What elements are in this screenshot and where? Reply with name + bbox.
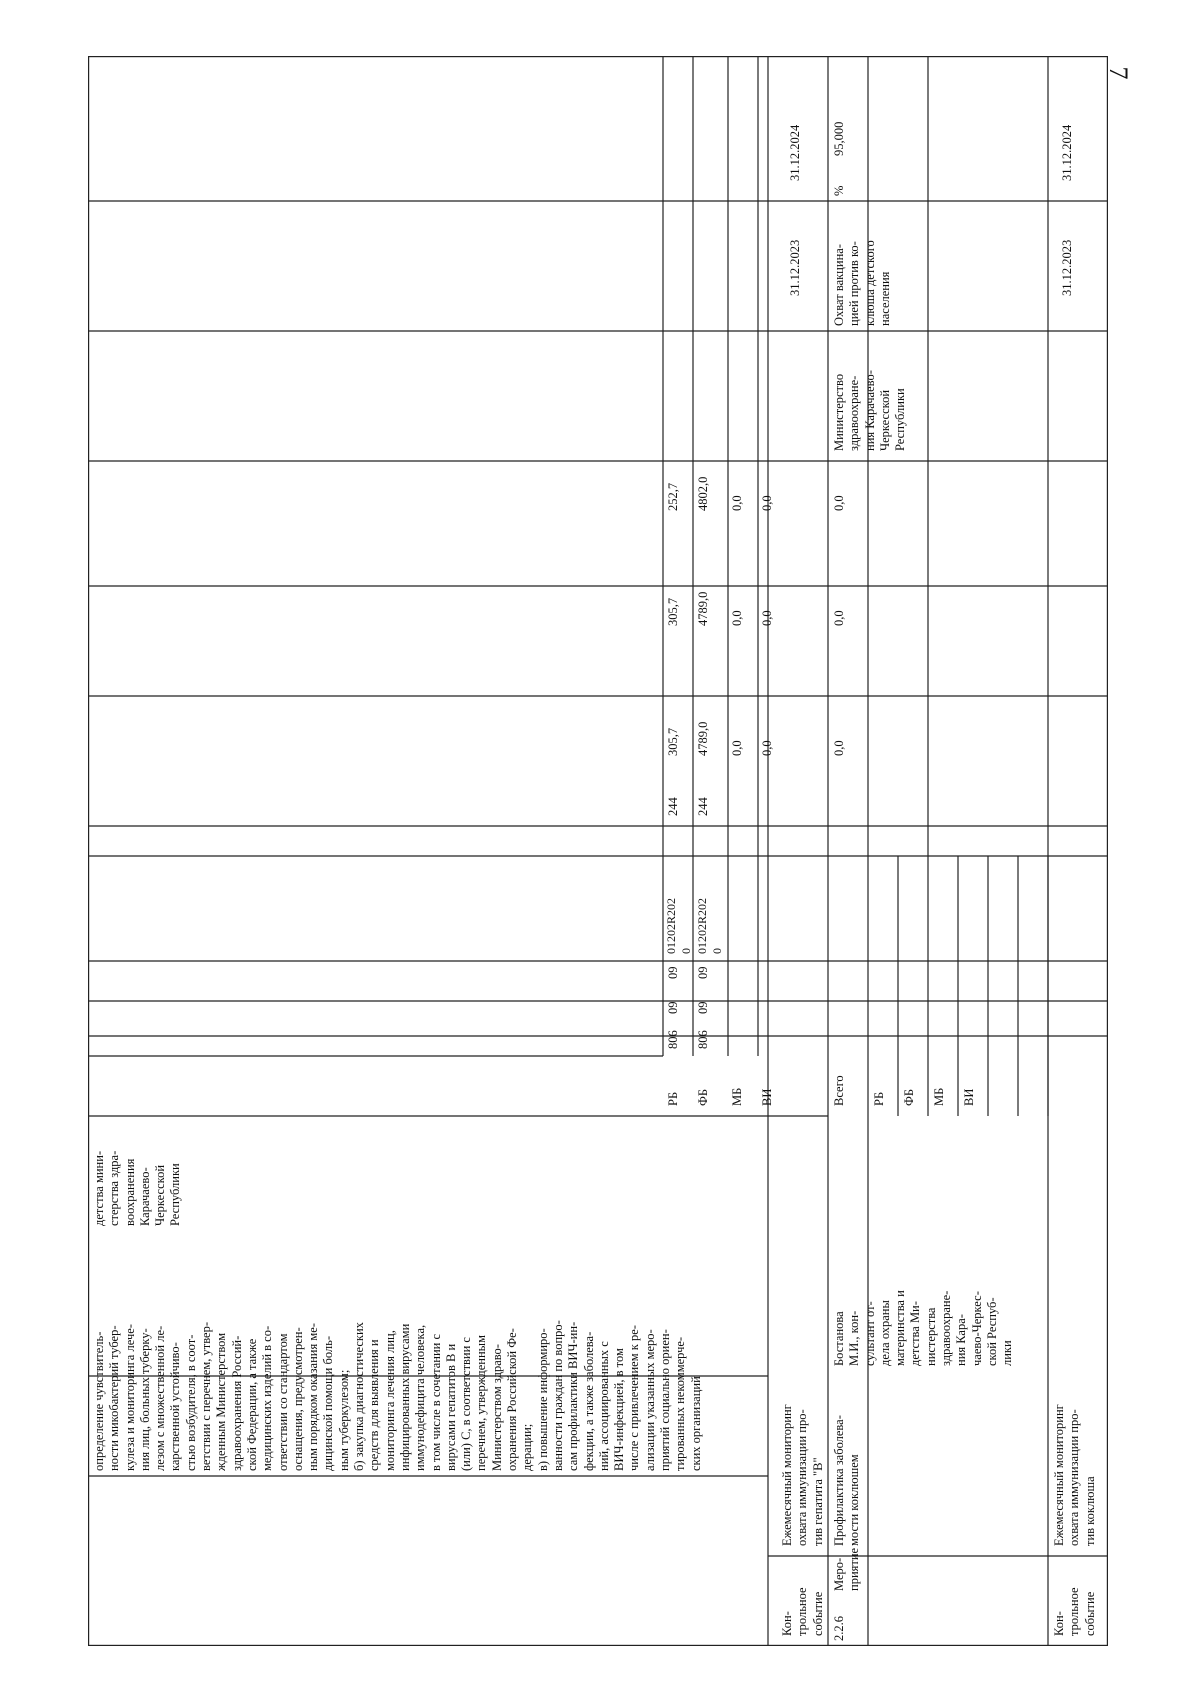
b1-row1-pr: 09 [666, 966, 680, 979]
measure-total-2024: 0,0 [832, 610, 846, 626]
b1-row3-y2024: 0,0 [730, 610, 744, 626]
measure-total-label: Всего [832, 1075, 846, 1106]
b1-row3-source: МБ [730, 1087, 744, 1106]
measure-description: Профилактика заболева- мости коклюшем [832, 1415, 862, 1546]
b1-row1-rz: 09 [666, 1001, 680, 1014]
b1-row1-csr: 01202R202 0 [664, 897, 693, 954]
b1-row2-source: ФБ [696, 1088, 710, 1106]
control2-date2: 31.12.2024 [1060, 124, 1074, 181]
b1-row1-vr: 244 [666, 797, 680, 816]
measure-unit: % [832, 185, 846, 196]
measure-total-2025: 0,0 [832, 495, 846, 511]
b1-row1-y2023: 305,7 [666, 727, 680, 756]
control1-description: Ежемесячный мониторинг охвата иммунизации про- тив гепатита "В" [780, 1404, 825, 1546]
m-row3-source: МБ [932, 1087, 946, 1106]
b1-row2-rz: 09 [696, 1001, 710, 1014]
measure-total-2023: 0,0 [832, 740, 846, 756]
control1-date2: 31.12.2024 [788, 124, 802, 181]
m-row4-source: ВИ [962, 1088, 976, 1106]
measure-indicator: Охват вакцина- цией против ко- клюша детского населения [832, 240, 892, 326]
block1-responsible: детства мини- стерства здра- воохранения Карачаево- Черкесской Республики [92, 1150, 183, 1226]
b1-row4-y2025: 0,0 [760, 495, 774, 511]
control2-date1: 31.12.2023 [1060, 239, 1074, 296]
b1-row2-y2023: 4789,0 [696, 721, 710, 756]
b1-row4-y2024: 0,0 [760, 610, 774, 626]
m-row1-source: РБ [872, 1091, 886, 1106]
b1-row1-y2024: 305,7 [666, 597, 680, 626]
b1-row1-y2025: 252,7 [666, 482, 680, 511]
b1-row1-grbs: 806 [666, 1030, 680, 1049]
measure-value-2023: 95,000 [832, 121, 846, 156]
b1-row4-source: ВИ [760, 1088, 774, 1106]
b1-row2-y2024: 4789,0 [696, 591, 710, 626]
m-row2-source: ФБ [902, 1088, 916, 1106]
control2-description: Ежемесячный мониторинг охвата иммунизации про- тив коклюша [1052, 1404, 1097, 1546]
measure-executor: Министерство здравоохране- ния Карачаево- Черкесской Республики [832, 370, 908, 451]
control1-date1: 31.12.2023 [788, 239, 802, 296]
measure-type: Меро- приятие [832, 1547, 862, 1591]
b1-row4-y2023: 0,0 [760, 740, 774, 756]
b1-row2-grbs: 806 [696, 1030, 710, 1049]
page-number: 7 [1104, 66, 1133, 80]
control1-type: Кон- трольное событие [780, 1587, 825, 1636]
b1-row1-source: РБ [666, 1091, 680, 1106]
control2-type: Кон- трольное событие [1052, 1587, 1097, 1636]
measure-responsible: Бостанова М.И., кон- сультант от- дела охраны материнства и детства Ми- нистерства здравоохране- ния Кара- чаево-Черкес- ской Респуб- лики [832, 1290, 1015, 1366]
b1-row2-vr: 244 [696, 797, 710, 816]
rotated-table [88, 56, 1108, 1646]
b1-row3-y2025: 0,0 [730, 495, 744, 511]
block1-description: определение чувствитель- ности микобактерий тубер- кулеза и мониторинга лече- ния лиц, больных туберку- лезом с множественной ле- карственной устойчиво- стью возбудителя, в соот- ветствии с перечнем, утвер- жденным Министерством здравоохранения Россий- ской Федерации, а также медицинских изделий в со- ответствии со стандартом оснащения, предусмотрен- ным порядком оказания ме- дицинской помощи боль- ным туберкулезом; б) закупка диагностических средств для выявления и мониторинга лечения лиц, инфицированных вирусами иммунодефицита человека, в том числе в сочетании с вирусами гепатитов В и (или) С, в соответствии с перечнем, утвержденным Министерством здраво- охранения Российской Фе- дерации; в) повышение информиро- ванности граждан по вопро- сам профилактики ВИЧ-ин- фекции, а также заболева- ний, ассоциированных с ВИЧ-инфекцией, в том числе с привлечением к ре- ализации указанных меро- приятий социально ориен- тированных некоммерче- ских организаций [92, 1320, 703, 1471]
b1-row2-y2025: 4802,0 [696, 476, 710, 511]
b1-row3-y2023: 0,0 [730, 740, 744, 756]
b1-row2-csr: 01202R202 0 [695, 897, 724, 954]
b1-row2-pr: 09 [696, 966, 710, 979]
measure-number: 2.2.6 [832, 1616, 846, 1641]
